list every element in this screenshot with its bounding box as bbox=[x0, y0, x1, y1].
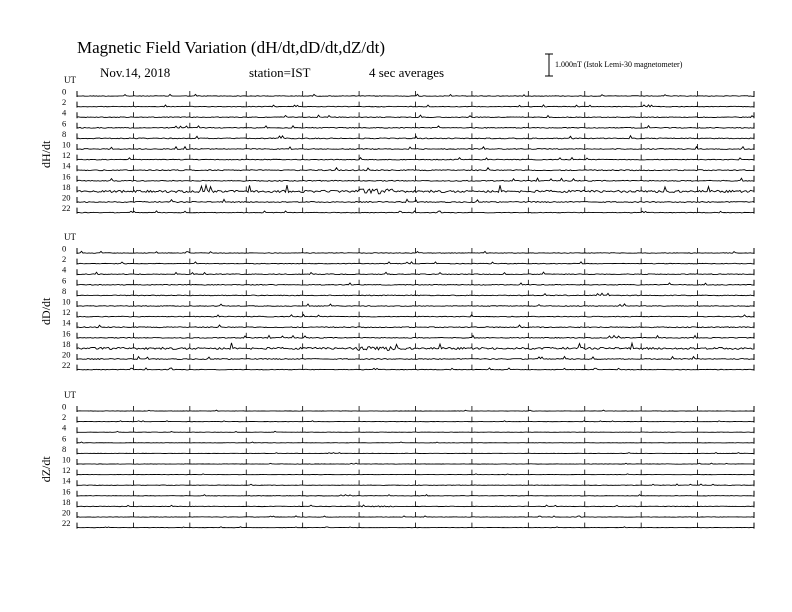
panel-ylabel: dZ/dt bbox=[39, 456, 53, 483]
row-hour-label: 20 bbox=[62, 507, 71, 518]
scale-label: 1.000nT (Istok Lemi-30 magnetometer) bbox=[555, 60, 683, 69]
panel-ylabel: dH/dt bbox=[39, 140, 53, 168]
row-hour-label: 10 bbox=[62, 296, 71, 307]
row-hour-label: 6 bbox=[62, 275, 67, 286]
row-hour-label: 8 bbox=[62, 443, 67, 454]
row-hour-label: 10 bbox=[62, 454, 71, 465]
ut-label: UT bbox=[64, 75, 76, 85]
row-hour-label: 8 bbox=[62, 285, 67, 296]
row-hour-label: 14 bbox=[62, 317, 71, 328]
row-hour-label: 20 bbox=[62, 349, 71, 360]
row-hour-label: 20 bbox=[62, 192, 71, 203]
row-hour-label: 4 bbox=[62, 107, 67, 118]
row-hour-label: 6 bbox=[62, 118, 67, 129]
row-hour-label: 4 bbox=[62, 264, 67, 275]
row-hour-label: 22 bbox=[62, 360, 71, 371]
variation-trace bbox=[77, 211, 754, 213]
row-hour-label: 16 bbox=[62, 171, 71, 182]
row-hour-label: 12 bbox=[62, 465, 71, 476]
ut-label: UT bbox=[64, 390, 76, 400]
panel-ylabel: dD/dt bbox=[39, 297, 53, 325]
row-hour-label: 14 bbox=[62, 160, 71, 171]
row-hour-label: 0 bbox=[62, 401, 67, 412]
row-hour-label: 12 bbox=[62, 307, 71, 318]
row-hour-label: 14 bbox=[62, 475, 71, 486]
row-hour-label: 16 bbox=[62, 486, 71, 497]
date-label: Nov.14, 2018 bbox=[100, 65, 171, 80]
averaging-label: 4 sec averages bbox=[369, 65, 445, 80]
row-hour-label: 18 bbox=[62, 181, 71, 192]
row-hour-label: 22 bbox=[62, 203, 71, 214]
row-hour-label: 0 bbox=[62, 86, 67, 97]
row-hour-label: 6 bbox=[62, 433, 67, 444]
ut-label: UT bbox=[64, 232, 76, 242]
station-label: station=IST bbox=[249, 65, 311, 80]
row-hour-label: 2 bbox=[62, 412, 67, 423]
row-hour-label: 0 bbox=[62, 243, 67, 254]
row-hour-label: 4 bbox=[62, 422, 67, 433]
chart-title: Magnetic Field Variation (dH/dt,dD/dt,dZ/dt) bbox=[77, 38, 386, 57]
row-hour-label: 12 bbox=[62, 150, 71, 161]
row-hour-label: 2 bbox=[62, 254, 67, 265]
row-hour-label: 18 bbox=[62, 496, 71, 507]
row-hour-label: 22 bbox=[62, 518, 71, 529]
row-hour-label: 18 bbox=[62, 338, 71, 349]
row-hour-label: 10 bbox=[62, 139, 71, 150]
row-hour-label: 8 bbox=[62, 128, 67, 139]
row-hour-label: 16 bbox=[62, 328, 71, 339]
row-hour-label: 2 bbox=[62, 97, 67, 108]
